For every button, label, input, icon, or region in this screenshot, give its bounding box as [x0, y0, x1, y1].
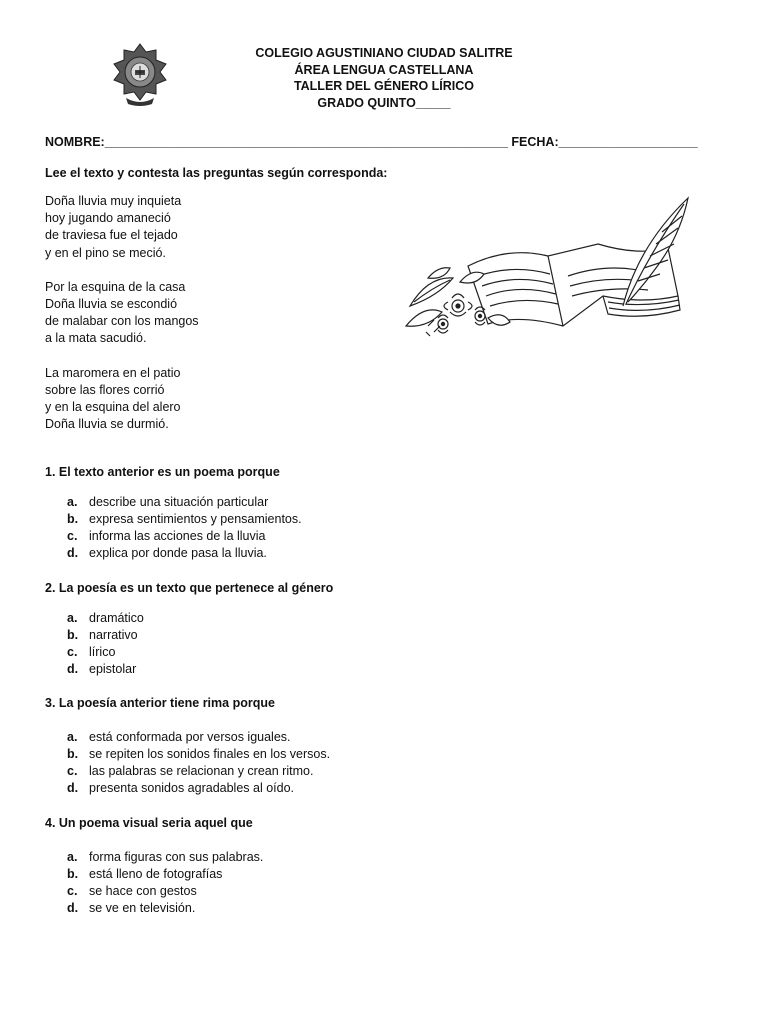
workshop-title: TALLER DEL GÉNERO LÍRICO: [293, 79, 475, 93]
answer-option[interactable]: [67, 866, 263, 883]
question-1: 1. El texto anterior es un poema porque: [45, 465, 280, 479]
option-letter: d.: [67, 901, 79, 915]
option-letter: c.: [67, 764, 78, 778]
option-letter: a.: [67, 611, 78, 625]
option-letter: b.: [67, 628, 79, 642]
poem-stanza: [45, 279, 199, 348]
option-text: epistolar: [89, 662, 137, 676]
poem-stanza: [45, 365, 199, 434]
name-date-field[interactable]: NOMBRE:__________________________________________________________ FECHA:____________________: [45, 135, 698, 149]
option-letter: b.: [67, 747, 79, 761]
answer-option[interactable]: [67, 528, 302, 545]
option-text: describe una situación particular: [89, 495, 269, 509]
option-letter: b.: [67, 867, 79, 881]
option-text: presenta sonidos agradables al oído.: [89, 781, 295, 795]
answer-option[interactable]: [67, 627, 144, 644]
option-letter: d.: [67, 781, 79, 795]
answer-option[interactable]: [67, 511, 302, 528]
poem: [45, 193, 199, 450]
poem-verse: de malabar con los mangos: [45, 314, 199, 329]
option-text: las palabras se relacionan y crean ritmo.: [89, 764, 314, 778]
school-name: COLEGIO AGUSTINIANO CIUDAD SALITRE: [255, 46, 513, 60]
option-text: se repiten los sonidos finales en los versos.: [89, 747, 331, 761]
option-letter: a.: [67, 495, 78, 509]
poem-verse: de traviesa fue el tejado: [45, 228, 178, 243]
option-text: explica por donde pasa la lluvia.: [89, 546, 267, 560]
question-3: 3. La poesía anterior tiene rima porque: [45, 696, 275, 710]
option-text: se ve en televisión.: [89, 901, 196, 915]
option-text: narrativo: [89, 628, 138, 642]
poem-verse: Doña lluvia se escondió: [45, 297, 178, 312]
document-header: [0, 45, 768, 111]
option-text: dramático: [89, 611, 144, 625]
answer-option[interactable]: [67, 780, 330, 797]
subject-area: ÁREA LENGUA CASTELLANA: [294, 62, 474, 77]
question-2-options: [67, 610, 144, 678]
answer-option[interactable]: [67, 883, 263, 900]
option-letter: b.: [67, 512, 79, 526]
poem-verse: y en el pino se meció.: [45, 245, 166, 260]
option-letter: c.: [67, 884, 78, 898]
option-text: está lleno de fotografías: [89, 867, 223, 881]
option-letter: c.: [67, 529, 78, 543]
option-text: informa las acciones de la lluvia: [89, 529, 266, 543]
question-3-options: [67, 729, 330, 797]
option-letter: a.: [67, 850, 78, 864]
answer-option[interactable]: [67, 746, 330, 763]
answer-option[interactable]: [67, 661, 144, 678]
option-text: se hace con gestos: [89, 884, 197, 898]
option-text: expresa sentimientos y pensamientos.: [89, 512, 302, 526]
option-letter: d.: [67, 546, 79, 560]
option-text: está conformada por versos iguales.: [89, 730, 291, 744]
instruction-text: Lee el texto y contesta las preguntas según corresponda:: [45, 166, 388, 180]
poem-verse: sobre las flores corrió: [45, 382, 165, 397]
answer-option[interactable]: [67, 644, 144, 661]
question-4-options: [67, 849, 263, 917]
option-letter: a.: [67, 730, 78, 744]
poem-verse: Doña lluvia muy inquieta: [45, 194, 182, 208]
answer-option[interactable]: [67, 494, 302, 511]
grade-line: GRADO QUINTO_____: [317, 95, 451, 110]
option-text: lírico: [89, 645, 116, 659]
answer-option[interactable]: [67, 545, 302, 562]
answer-option[interactable]: [67, 900, 263, 917]
poem-verse: La maromera en el patio: [45, 365, 181, 380]
poem-stanza: [45, 193, 199, 262]
question-4: 4. Un poema visual seria aquel que: [45, 816, 253, 830]
poem-verse: Por la esquina de la casa: [45, 279, 186, 294]
question-2: 2. La poesía es un texto que pertenece al género: [45, 581, 334, 595]
question-1-options: [67, 494, 302, 562]
answer-option[interactable]: [67, 729, 330, 746]
poem-verse: y en la esquina del alero: [45, 400, 181, 415]
book-quill-flowers-illustration: [398, 186, 698, 344]
answer-option[interactable]: [67, 849, 263, 866]
option-letter: c.: [67, 645, 78, 659]
poem-verse: Doña lluvia se durmió.: [45, 417, 169, 432]
poem-verse: hoy jugando amaneció: [45, 211, 171, 226]
answer-option[interactable]: [67, 610, 144, 627]
answer-option[interactable]: [67, 763, 330, 780]
option-text: forma figuras con sus palabras.: [89, 850, 264, 864]
poem-verse: a la mata sacudió.: [45, 331, 147, 346]
option-letter: d.: [67, 662, 79, 676]
